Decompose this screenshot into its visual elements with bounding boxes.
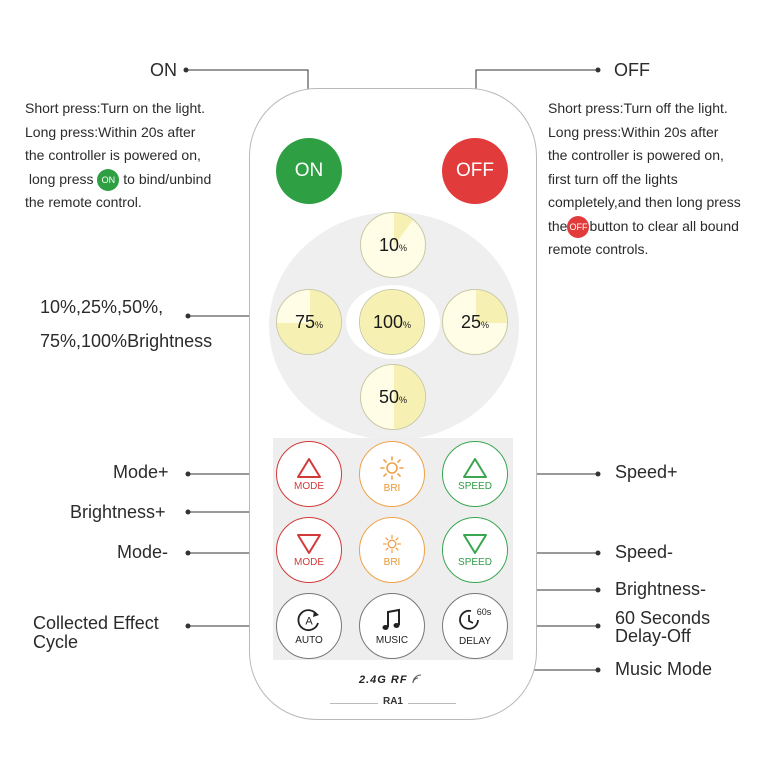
on-desc-line: Long press:Within 20s after	[25, 123, 196, 140]
on-desc-text: to bind/unbind	[123, 170, 212, 187]
triangle-down-icon	[462, 533, 488, 555]
on-desc-line: the controller is powered on,	[25, 147, 201, 163]
brightness-25-value: 25	[460, 311, 481, 332]
speed-down-button[interactable]	[442, 517, 508, 583]
percent-sign: %	[399, 394, 408, 405]
on-button-label: ON	[294, 160, 324, 181]
on-title: ON	[150, 60, 177, 80]
mode-down-label: MODE	[294, 556, 324, 568]
brightness-50-button[interactable]	[360, 364, 426, 430]
delay-off-line: 60 Seconds	[615, 608, 711, 628]
triangle-up-icon	[462, 457, 488, 479]
off-desc-line: first turn off the lights	[548, 170, 678, 187]
on-desc-line	[25, 168, 211, 192]
off-button-label: OFF	[456, 160, 494, 181]
mode-up-button[interactable]	[276, 441, 342, 507]
rf-text: 2.4G RF	[359, 674, 408, 686]
percent-sign: %	[403, 319, 412, 330]
triangle-down-icon	[296, 533, 322, 555]
on-description	[25, 97, 211, 215]
speed-minus-label: Speed-	[615, 542, 674, 562]
brightness-50-value: 50	[378, 386, 399, 407]
delay-off-line: Delay-Off	[615, 626, 691, 646]
brightness-down-button[interactable]	[359, 517, 425, 583]
wireless-signal-icon	[412, 674, 422, 684]
auto-glyph: A	[305, 615, 313, 627]
brightness-minus-label: Brightness-	[615, 579, 707, 599]
rf-label	[359, 674, 422, 686]
off-button[interactable]	[442, 138, 508, 204]
mode-minus-label: Mode-	[117, 542, 169, 562]
music-note-icon	[380, 607, 404, 633]
off-desc-line: the controller is powered on,	[548, 147, 724, 163]
brightness-up-label: BRI	[383, 482, 401, 494]
off-desc-text: button to clear all bound	[589, 217, 739, 234]
brightness-plus-label: Brightness+	[70, 502, 166, 522]
off-desc-line	[548, 215, 741, 239]
model-label: RA1	[378, 696, 408, 707]
off-description	[548, 97, 741, 262]
sun-small-icon	[381, 533, 403, 555]
off-title: OFF	[614, 60, 650, 80]
speed-up-button[interactable]	[442, 441, 508, 507]
brightness-down-label: BRI	[383, 556, 401, 568]
brightness-up-button[interactable]	[359, 441, 425, 507]
off-desc-line: Long press:Within 20s after	[548, 123, 719, 140]
brightness-75-button[interactable]	[276, 289, 342, 355]
delay-glyph: 60s	[476, 606, 492, 617]
percent-sign: %	[399, 242, 408, 253]
mode-up-label: MODE	[294, 480, 324, 492]
music-button[interactable]	[359, 593, 425, 659]
triangle-up-icon	[296, 457, 322, 479]
brightness-label-line1: 10%,25%,50%,	[40, 297, 164, 317]
mode-down-button[interactable]	[276, 517, 342, 583]
collected-effect-label	[33, 614, 159, 652]
on-desc-line: the remote control.	[25, 194, 142, 210]
timer-icon	[458, 606, 492, 634]
on-chip: ON	[97, 169, 119, 191]
brightness-10-value: 10	[378, 234, 399, 255]
auto-button[interactable]	[276, 593, 342, 659]
collected-effect-line: Collected Effect	[33, 613, 159, 633]
speed-down-label: SPEED	[458, 556, 492, 568]
brightness-label-line2: 75%,100%Brightness	[40, 331, 213, 351]
percent-sign: %	[315, 319, 324, 330]
off-desc-text: the	[548, 217, 568, 234]
sun-icon	[379, 455, 405, 481]
off-desc-line: completely,and then long press	[548, 194, 741, 210]
speed-plus-label: Speed+	[615, 462, 678, 482]
brightness-10-button[interactable]	[360, 212, 426, 278]
music-mode-label: Music Mode	[615, 659, 713, 679]
brightness-100-value: 100	[372, 311, 404, 332]
auto-label: AUTO	[295, 634, 323, 646]
off-desc-line: Short press:Turn off the light.	[548, 100, 728, 116]
brightness-25-button[interactable]	[442, 289, 508, 355]
brightness-100-button[interactable]	[359, 289, 425, 355]
percent-sign: %	[481, 319, 490, 330]
on-desc-line: Short press:Turn on the light.	[25, 100, 206, 116]
on-button[interactable]	[276, 138, 342, 204]
auto-cycle-icon	[296, 607, 322, 633]
on-desc-text: long press	[28, 170, 94, 187]
off-chip: OFF	[567, 216, 589, 238]
brightness-75-value: 75	[294, 311, 315, 332]
off-desc-line: remote controls.	[548, 241, 649, 257]
delay-label: DELAY	[458, 635, 492, 647]
delay-button[interactable]	[442, 593, 508, 659]
mode-plus-label: Mode+	[113, 462, 169, 482]
delay-off-label	[615, 609, 710, 645]
speed-up-label: SPEED	[458, 480, 492, 492]
music-label: MUSIC	[375, 634, 409, 646]
collected-effect-line: Cycle	[33, 632, 79, 652]
